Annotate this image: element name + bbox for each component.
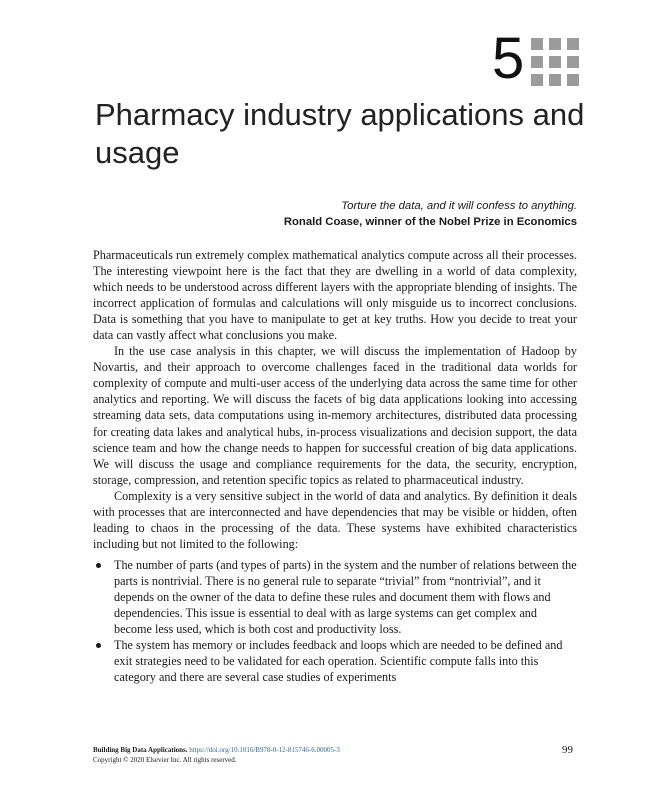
page-number: 99 <box>562 744 573 756</box>
paragraph: Pharmaceuticals run extremely complex mathematical analytics compute across all their processes. The interesting viewpoint here is the fact that they are dwelling in a world of data complexity, which needs to be understood across different layers with the appropriate blending of insights. The incorrect application of formulas and calculations will only misguide us to incorrect conclusions. Data is something that you have to manipulate to get at key truths. How you decide to treat your data can vastly affect what conclusions you make. <box>93 248 577 343</box>
list-item <box>93 637 577 685</box>
epigraph <box>284 198 577 230</box>
grid-square <box>567 38 579 50</box>
chapter-number: 5 <box>492 26 525 91</box>
epigraph-quote: Torture the data, and it will confess to anything. <box>341 200 577 212</box>
chapter-grid-icon <box>531 38 579 86</box>
grid-square <box>531 74 543 86</box>
bullet-list <box>93 557 577 685</box>
grid-square <box>549 74 561 86</box>
doi-link[interactable]: https://doi.org/10.1016/B978-0-12-815746-6.00005-3 <box>189 746 340 754</box>
copyright: Copyright © 2020 Elsevier Inc. All rights reserved. <box>93 756 237 764</box>
paragraph: In the use case analysis in this chapter, we will discuss the implementation of Hadoop by Novartis, and their approach to overcome challenges faced in the traditional data worlds for complexity of compute and multi-user access of the underlying data across the same time for other analytics and reporting. We will discuss the facets of big data applications looking into accessing streaming data sets, data computations using in-memory architectures, distributed data processing for creating data lakes and analytical hubs, in-process visualizations and decision support, the data science team and how the change needs to happen for successful creation of big data applications. We will discuss the usage and compliance requirements for the data, the security, encryption, storage, compression, and retention specific topics as related to pharmaceutical industry. <box>93 344 577 487</box>
grid-square <box>567 56 579 68</box>
page-footer <box>93 745 577 765</box>
body-text <box>93 247 577 685</box>
grid-square <box>549 38 561 50</box>
epigraph-author: Ronald Coase, winner of the Nobel Prize in Economics <box>283 216 577 228</box>
grid-square <box>549 56 561 68</box>
list-item-text: The number of parts (and types of parts) in the system and the number of relations between the parts is nontrivial. There is no general rule to separate “trivial” from “nontrivial”, and it depends on the owner of the data to define these rules and document them with flows and dependencies. This issue is essential to deal with as large systems can get complex and become less used, which is both cost and productivity loss. <box>114 557 577 637</box>
paragraph: Complexity is a very sensitive subject in the world of data and analytics. By definition it deals with processes that are interconnected and have dependencies that may be visible or hidden, often leading to chaos in the processing of the data. These systems have exhibited characteristics including but not limited to the following: <box>93 488 577 551</box>
book-title: Building Big Data Applications. <box>93 746 188 754</box>
list-item-text: The system has memory or includes feedback and loops which are needed to be defined and exit strategies need to be validated for each operation. Scientific compute falls into this category and there are several case studies of experiments <box>114 638 563 685</box>
grid-square <box>531 38 543 50</box>
chapter-title: Pharmacy industry applications and usage <box>95 97 585 170</box>
grid-square <box>567 74 579 86</box>
bullet-icon <box>96 643 101 648</box>
list-item <box>93 557 577 637</box>
bullet-icon <box>96 563 101 568</box>
grid-square <box>531 56 543 68</box>
